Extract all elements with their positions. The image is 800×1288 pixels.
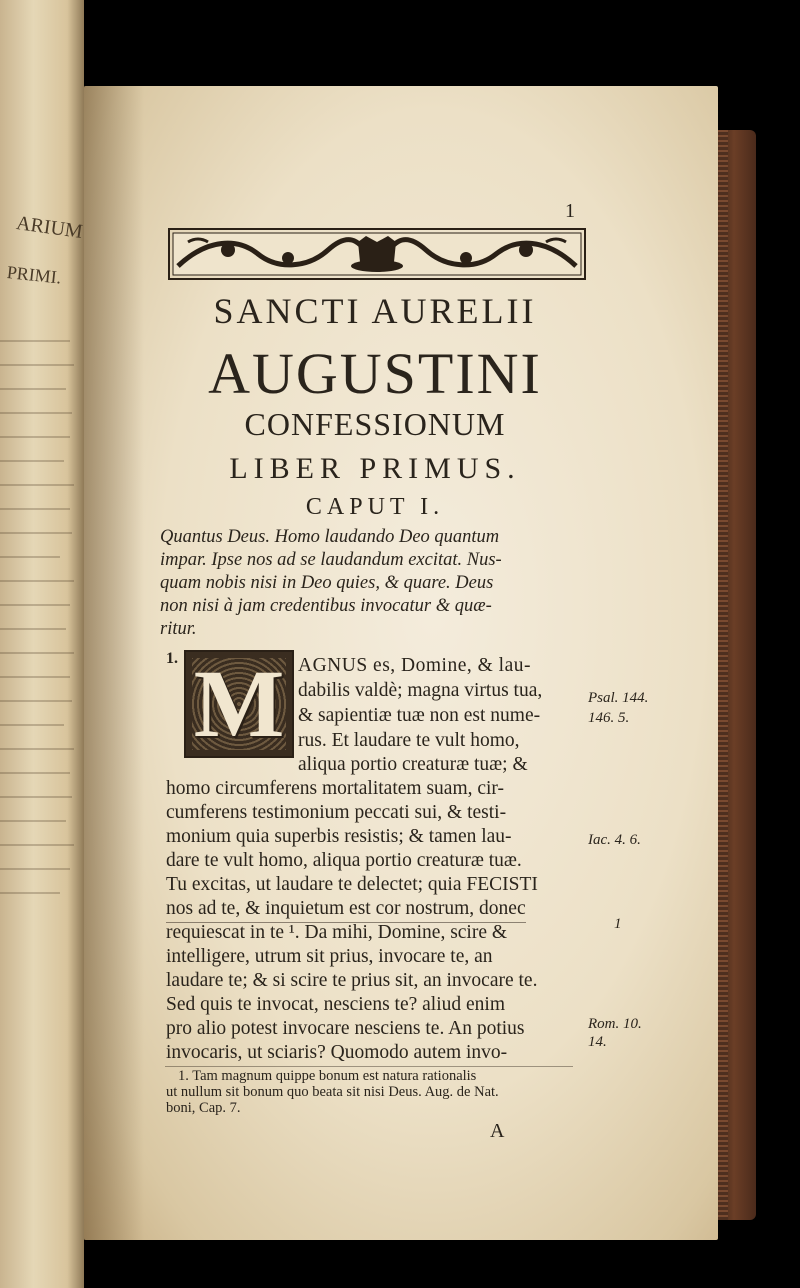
body-line: aliqua portio creaturæ tuæ; & xyxy=(298,754,528,775)
margin-note-psalm-verse: 146. 5. xyxy=(588,710,630,726)
left-page-subheading-fragment: PRIMI. xyxy=(5,262,63,288)
margin-note-psalm: Psal. 144. xyxy=(588,690,649,706)
margin-note-footnote-ref: 1 xyxy=(614,916,622,932)
summary-line: non nisi à jam credentibus invocatur & quæ- xyxy=(160,596,492,616)
body-line: cumferens testimonium peccati sui, & testi- xyxy=(166,802,507,823)
footnote-rule xyxy=(165,1066,573,1067)
page-gutter-shadow xyxy=(84,86,144,1240)
drop-cap-letter: M xyxy=(193,650,285,757)
title-line-3: CONFESSIONUM xyxy=(244,406,506,442)
summary-line: quam nobis nisi in Deo quies, & quare. Deus xyxy=(160,573,494,593)
footnote-line: ut nullum sit bonum quo beata sit nisi Deus. Aug. de Nat. xyxy=(166,1084,499,1100)
left-page-text-block xyxy=(0,340,78,980)
margin-note-iac: Iac. 4. 6. xyxy=(588,832,641,848)
summary-line: impar. Ipse nos ad se laudandum excitat. Nus- xyxy=(160,550,502,570)
title-line-2: AUGUSTINI xyxy=(208,341,542,406)
margin-note-rom-verse: 14. xyxy=(588,1034,607,1050)
verse-number: 1. xyxy=(166,650,178,667)
body-line: homo circumferens mortalitatem suam, cir- xyxy=(166,778,505,799)
drop-cap xyxy=(184,650,294,758)
body-line: invocaris, ut sciaris? Quomodo autem invo- xyxy=(166,1042,508,1063)
body-line: AGNUS es, Domine, & lau- xyxy=(298,655,531,676)
chapter-summary xyxy=(160,526,580,641)
body-line: Tu excitas, ut laudare te delectet; quia FECISTI xyxy=(166,874,538,895)
page-number: 1 xyxy=(565,200,575,222)
book-heading: LIBER PRIMUS. xyxy=(229,452,521,485)
title-line-1: SANCTI AURELII xyxy=(213,291,537,331)
left-page-heading-fragment: ARIUM xyxy=(14,212,85,244)
body-line: monium quia superbis resistis; & tamen lau- xyxy=(166,826,512,847)
chapter-heading: CAPUT I. xyxy=(305,494,445,520)
body-line: requiescat in te ¹. Da mihi, Domine, scire & xyxy=(166,922,508,943)
body-line: nos ad te, & inquietum est cor nostrum, donec xyxy=(166,897,526,923)
footnote-line: 1. Tam magnum quippe bonum est natura rationalis xyxy=(178,1068,477,1084)
body-line: intelligere, utrum sit prius, invocare te, an xyxy=(166,946,493,967)
drop-cap-ornament-icon xyxy=(192,650,286,757)
ornamental-headpiece-icon xyxy=(168,228,586,280)
body-line: Sed quis te invocat, nesciens te? aliud enim xyxy=(166,994,505,1015)
body-line: rus. Et laudare te vult homo, xyxy=(298,730,520,751)
signature-mark: A xyxy=(490,1120,505,1142)
body-line: dare te vult homo, aliqua portio creaturæ tuæ. xyxy=(166,850,522,871)
summary-line: ritur. xyxy=(160,619,197,639)
body-line: pro alio potest invocare nesciens te. An potius xyxy=(166,1018,525,1039)
footnote-line: boni, Cap. 7. xyxy=(166,1100,241,1116)
summary-line: Quantus Deus. Homo laudando Deo quantum xyxy=(160,527,500,547)
body-line: laudare te; & si scire te prius sit, an invocare te. xyxy=(166,970,538,991)
body-line: dabilis valdè; magna virtus tua, xyxy=(298,680,543,701)
body-line: & sapientiæ tuæ non est nume- xyxy=(298,705,541,726)
margin-note-rom: Rom. 10. xyxy=(588,1016,642,1032)
